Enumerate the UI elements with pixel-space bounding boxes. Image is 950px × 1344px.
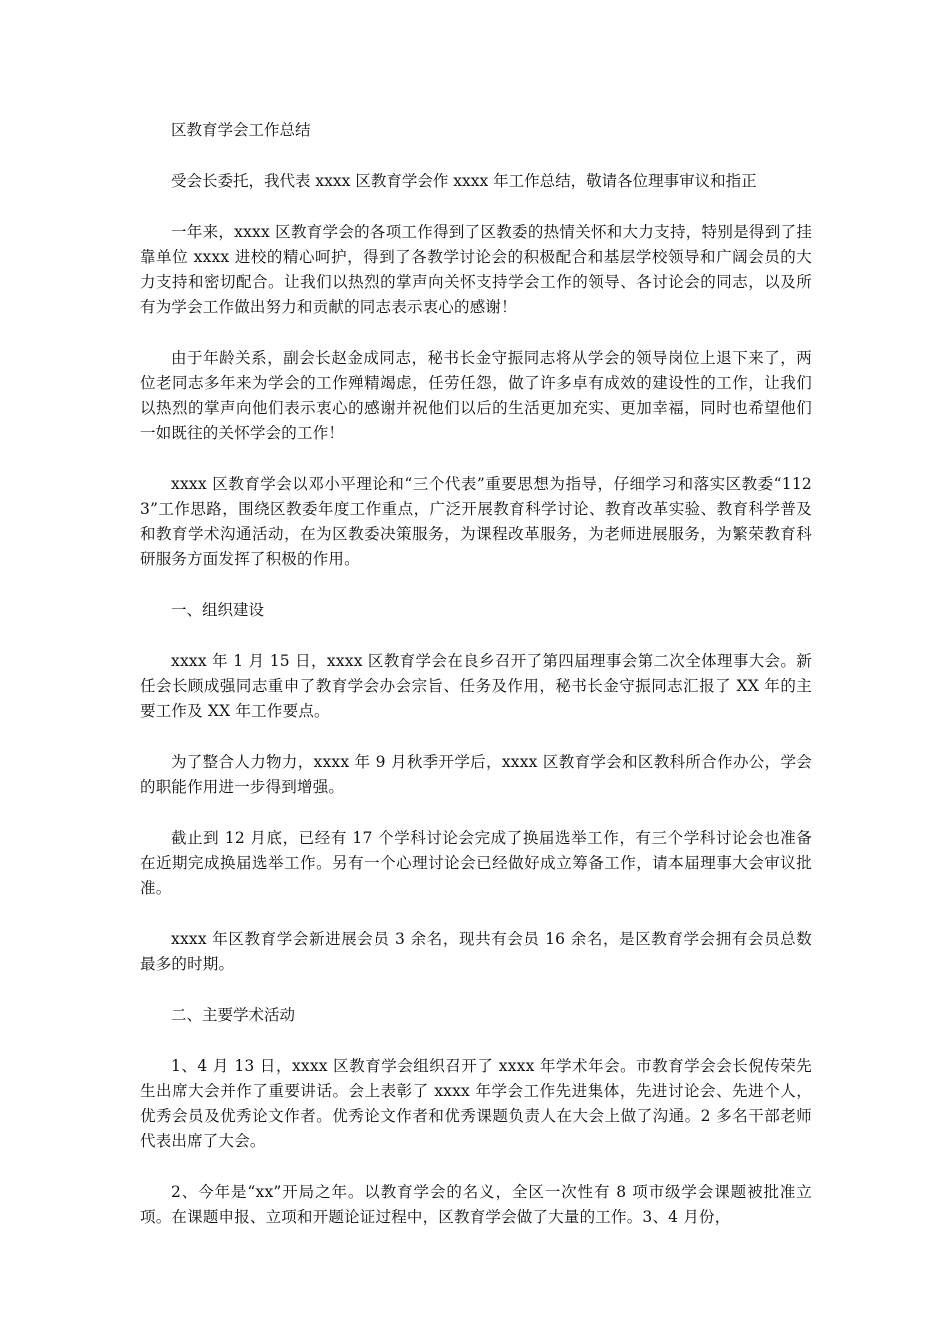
section-heading-academic: 二、主要学术活动 [171, 1006, 296, 1024]
document-title: 区教育学会工作总结 [171, 121, 311, 139]
paragraph: 一年来，xxxx 区教育学会的各项工作得到了区教委的热情关怀和大力支持，特别是得到了挂靠单位 xxxx 进校的精心呵护，得到了各教学讨论会的积极配合和基层学校领导和广阔会员的大力支持和密切配合。让我们以热烈的掌声向关怀支持学会工作的领导、各讨论会的同志，以及所有为学会工作做出努力和贡献的同志表示衷心的感谢！ [140, 223, 812, 316]
paragraph: xxxx 区教育学会以邓小平理论和“三个代表”重要思想为指导，仔细学习和落实区教委“1123”工作思路，围绕区教委年度工作重点，广泛开展教育科学讨论、教育改革实验、教育科学普及和教育学术沟通活动，在为区教委决策服务，为课程改革服务，为老师进展服务，为繁荣教育科研服务方面发挥了积极的作用。 [140, 475, 812, 568]
paragraph: xxxx 年 1 月 15 日，xxxx 区教育学会在良乡召开了第四届理事会第二次全体理事大会。新任会长顾成强同志重申了教育学会办会宗旨、任务及作用，秘书长金守振同志汇报了 XX 年的主要工作及 XX 年工作要点。 [140, 652, 812, 720]
paragraph: 1、4 月 13 日，xxxx 区教育学会组织召开了 xxxx 年学术年会。市教育学会会长倪传荣先生出席大会并作了重要讲话。会上表彰了 xxxx 年学会工作先进集体，先进讨论会、先进个人，优秀会员及优秀论文作者。优秀论文作者和优秀课题负责人在大会上做了沟通。2 多名干部老师代表出席了大会。 [140, 1057, 812, 1150]
paragraph: 2、今年是“xx”开局之年。以教育学会的名义，全区一次性有 8 项市级学会课题被批准立项。在课题申报、立项和开题论证过程中，区教育学会做了大量的工作。3、4 月份， [140, 1183, 812, 1226]
paragraph: 为了整合人力物力，xxxx 年 9 月秋季开学后，xxxx 区教育学会和区教科所合作办公，学会的职能作用进一步得到增强。 [140, 753, 812, 796]
intro-line: 受会长委托，我代表 xxxx 区教育学会作 xxxx 年工作总结，敬请各位理事审议和指正 [171, 172, 757, 190]
section-heading-organization: 一、组织建设 [171, 601, 265, 619]
paragraph: xxxx 年区教育学会新进展会员 3 余名，现共有会员 16 余名，是区教育学会拥有会员总数最多的时期。 [140, 930, 812, 973]
paragraph: 由于年龄关系，副会长赵金成同志，秘书长金守振同志将从学会的领导岗位上退下来了，两位老同志多年来为学会的工作殚精竭虑，任劳任怨，做了许多卓有成效的建设性的工作，让我们以热烈的掌声向他们表示衷心的感谢并祝他们以后的生活更加充实、更加幸福，同时也希望他们一如既往的关怀学会的工作！ [140, 349, 812, 442]
paragraph: 截止到 12 月底，已经有 17 个学科讨论会完成了换届选举工作，有三个学科讨论会也准备在近期完成换届选举工作。另有一个心理讨论会已经做好成立筹备工作，请本届理事大会审议批准。 [140, 829, 812, 897]
document-page [140, 118, 812, 1256]
